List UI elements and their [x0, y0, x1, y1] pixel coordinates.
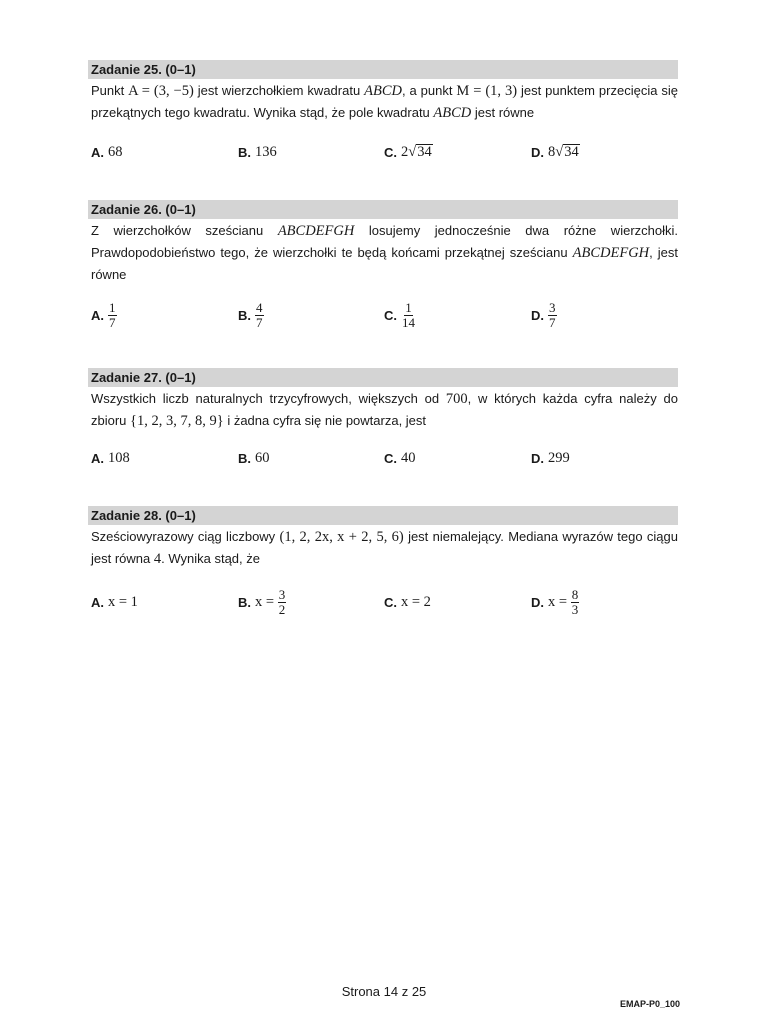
- task-title: Zadanie 25. (0–1): [88, 60, 678, 79]
- fraction: [108, 299, 117, 330]
- answer-letter: C.: [384, 594, 397, 610]
- sqrt-expression: [401, 144, 433, 161]
- sqrt-radicand: 34: [417, 143, 432, 160]
- text: Z wierzchołków sześcianu: [91, 223, 278, 238]
- fraction-denominator: 2: [278, 601, 286, 617]
- math-expression: ABCDEFGH: [572, 245, 650, 261]
- math-expression: ABCDEFGH: [277, 223, 355, 239]
- math-expression: ABCD: [433, 105, 472, 121]
- fraction-numerator: 1: [109, 299, 116, 315]
- fraction: [278, 586, 287, 617]
- text: jest wierzchołkiem kwadratu: [193, 83, 365, 98]
- fraction: [255, 299, 264, 330]
- answer-b: [238, 300, 264, 330]
- task-25: [88, 60, 678, 124]
- answer-value: 136: [255, 143, 277, 160]
- answer-c: [384, 587, 431, 617]
- answer-letter: B.: [238, 144, 251, 160]
- answer-lhs: x =: [548, 593, 571, 610]
- sqrt-expression: [548, 144, 580, 161]
- fraction-numerator: 1: [405, 299, 412, 315]
- answer-a: [91, 587, 138, 617]
- fraction-denominator: 7: [549, 314, 556, 330]
- answer-value: 108: [108, 449, 130, 466]
- fraction-denominator: 7: [256, 314, 263, 330]
- answer-b: [238, 443, 270, 473]
- text: , jest równe: [91, 245, 678, 282]
- task-title: Zadanie 26. (0–1): [88, 200, 678, 219]
- fraction-numerator: 4: [256, 299, 263, 315]
- task-text: [88, 388, 678, 432]
- answer-value: 60: [255, 449, 270, 466]
- task-text: [88, 220, 678, 285]
- text: Punkt: [91, 83, 129, 98]
- text: . Wynika stąd, że: [161, 551, 260, 566]
- answer-c: [384, 137, 433, 167]
- math-expression: 4: [153, 551, 162, 567]
- text: i żadna cyfra się nie powtarza, jest: [223, 413, 427, 428]
- answer-d: [531, 137, 580, 167]
- math-expression: {1, 2, 3, 7, 8, 9}: [130, 413, 224, 429]
- answer-a: [91, 137, 123, 167]
- answer-value: 299: [548, 449, 570, 466]
- answer-letter: D.: [531, 450, 544, 466]
- math-expression: 700: [445, 391, 468, 407]
- answer-letter: B.: [238, 307, 251, 323]
- answer-d: [531, 587, 579, 617]
- fraction-numerator: 3: [549, 299, 556, 315]
- task-27: [88, 368, 678, 432]
- sqrt-radicand: 34: [564, 143, 579, 160]
- answers-25: [91, 137, 681, 167]
- text: losujemy jednocześnie dwa różne wierzchołki. Prawdopodobieństwo tego, że wierzchołki te będą końcami przekątnej sześcianu: [91, 223, 678, 260]
- math-expression: M = (1, 3): [456, 83, 518, 99]
- task-title: Zadanie 27. (0–1): [88, 368, 678, 387]
- answer-letter: D.: [531, 307, 544, 323]
- sqrt-sign-icon: √: [408, 143, 417, 160]
- answer-letter: A.: [91, 307, 104, 323]
- answer-letter: B.: [238, 594, 251, 610]
- math-expression: ABCD: [364, 83, 402, 99]
- answer-c: [384, 443, 416, 473]
- answer-letter: A.: [91, 450, 104, 466]
- text: jest punktem przecięcia się przekątnych tego kwadratu. Wynika stąd, że pole kwadratu: [91, 83, 678, 120]
- answer-d: [531, 300, 557, 330]
- answer-letter: C.: [384, 450, 397, 466]
- text: jest równe: [471, 105, 535, 120]
- text: , a punkt: [401, 83, 457, 98]
- answers-27: [91, 443, 681, 473]
- task-26: [88, 200, 678, 285]
- task-28: [88, 506, 678, 570]
- fraction-denominator: 7: [109, 314, 116, 330]
- answer-value: x = 2: [401, 593, 431, 610]
- task-text: [88, 526, 678, 570]
- answer-letter: D.: [531, 594, 544, 610]
- fraction: [548, 299, 557, 330]
- answer-letter: C.: [384, 144, 397, 160]
- fraction-denominator: 3: [571, 601, 579, 617]
- fraction-denominator: 14: [402, 314, 415, 330]
- fraction: [571, 586, 580, 617]
- answers-26: [91, 300, 681, 330]
- answer-letter: D.: [531, 144, 544, 160]
- fraction: [401, 299, 416, 330]
- answer-value: 40: [401, 449, 416, 466]
- answer-a: [91, 300, 117, 330]
- answer-letter: A.: [91, 144, 104, 160]
- answer-letter: A.: [91, 594, 104, 610]
- text: , w których każda cyfra należy do zbioru: [91, 391, 678, 428]
- answer-d: [531, 443, 570, 473]
- sqrt-coefficient: 2: [401, 143, 409, 160]
- text: jest niemalejący. Mediana wyrazów tego ciągu jest równa: [91, 529, 678, 566]
- document-code: EMAP-P0_100: [619, 999, 680, 1009]
- answer-b: [238, 137, 277, 167]
- answer-b: [238, 587, 286, 617]
- answer-value: 68: [108, 143, 123, 160]
- answer-letter: C.: [384, 307, 397, 323]
- task-title: Zadanie 28. (0–1): [88, 506, 678, 525]
- answers-28: [91, 587, 681, 617]
- text: Sześciowyrazowy ciąg liczbowy: [91, 529, 280, 544]
- page-number: Strona 14 z 25: [341, 984, 427, 999]
- text: Wszystkich liczb naturalnych trzycyfrowych, większych od: [91, 391, 446, 406]
- sqrt-sign-icon: √: [555, 143, 564, 160]
- answer-lhs: x =: [255, 593, 278, 610]
- answer-value: x = 1: [108, 593, 138, 610]
- answer-c: [384, 300, 416, 330]
- task-text: [88, 80, 678, 124]
- sqrt-coefficient: 8: [548, 143, 556, 160]
- math-expression: A = (3, −5): [128, 83, 194, 99]
- answer-a: [91, 443, 130, 473]
- math-expression: (1, 2, 2x, x + 2, 5, 6): [279, 529, 404, 545]
- answer-letter: B.: [238, 450, 251, 466]
- fraction-numerator: 3: [278, 586, 286, 602]
- fraction-numerator: 8: [571, 586, 579, 602]
